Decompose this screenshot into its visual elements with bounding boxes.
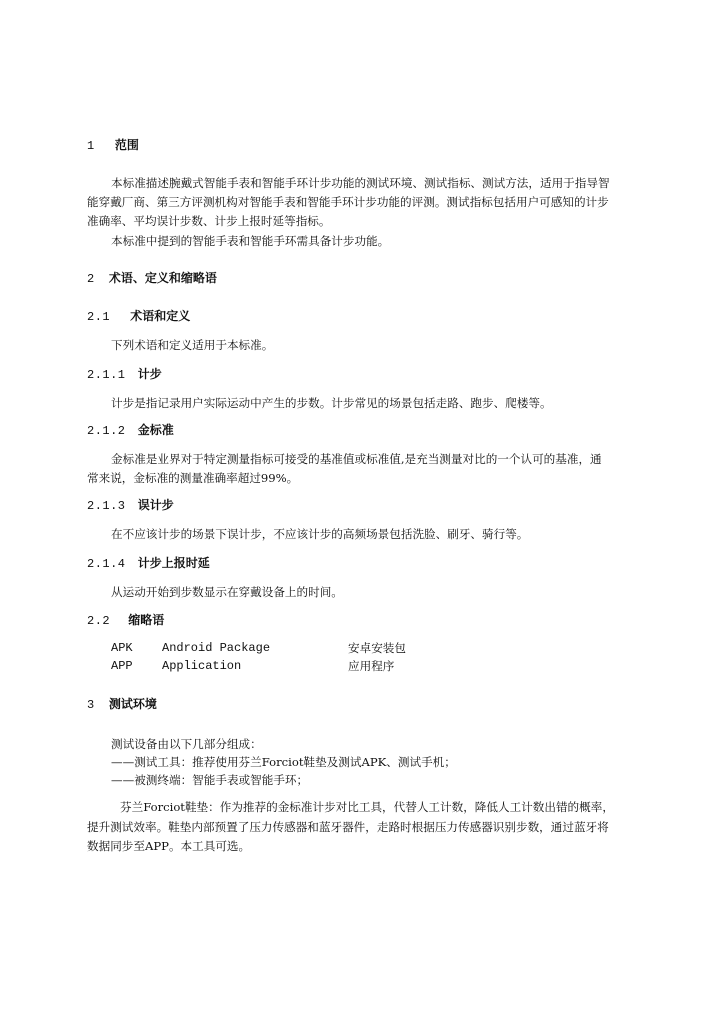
section-title: 术语、定义和缩略语 [108,271,217,285]
section-number: 2.1.2 [87,424,126,438]
paragraph-line: 本标准描述腕戴式智能手表和智能手环计步功能的测试环境、测试指标、测试方法，适用于指导智 [111,176,610,190]
section-number: 1 [87,139,95,153]
abbreviation-abbr: APK [111,641,133,655]
section-2-1-3-heading [87,497,174,514]
section-2-1-2-heading [87,422,174,439]
paragraph-line: 测试设备由以下几部分组成： [111,737,262,751]
section-number: 2.1.3 [87,499,126,513]
paragraph-line: 计步是指记录用户实际运动中产生的步数。计步常见的场景包括走路、跑步、爬楼等。 [111,396,552,410]
paragraph-line: 本标准中提到的智能手表和智能手环需具备计步功能。 [111,234,390,248]
section-number: 2.2 [87,614,111,628]
paragraph-line: 下列术语和定义适用于本标准。 [111,338,274,352]
abbreviation-abbr: APP [111,659,133,673]
section-number: 2.1.4 [87,557,126,571]
section-number: 3 [87,698,95,712]
section-number: 2 [87,272,95,286]
section-2-1-4-heading [87,555,210,572]
section-title: 测试环境 [108,697,157,711]
section-2-heading [87,270,217,287]
paragraph-line: 数据同步至APP。本工具可选。 [87,839,251,853]
paragraph-line: 常来说，金标准的测量准确率超过99%。 [87,471,299,485]
section-2-2-heading [87,612,164,629]
paragraph-line: 提升测试效率。鞋垫内部预置了压力传感器和蓝牙器件，走路时根据压力传感器识别步数，通过蓝牙将 [87,820,609,834]
list-item: ——测试工具：推荐使用芬兰Forciot鞋垫及测试APK、测试手机； [111,755,456,769]
paragraph-line: 准确率、平均误计步数、计步上报时延等指标。 [87,214,331,228]
section-title: 金标准 [137,423,174,437]
abbreviation-cn: 安卓安装包 [348,641,406,655]
section-3-heading [87,696,157,713]
section-2-1-1-heading [87,366,162,383]
section-number: 2.1 [87,310,111,324]
section-number: 2.1.1 [87,368,126,382]
paragraph-line: 在不应该计步的场景下误计步，不应该计步的高频场景包括洗脸、刷牙、骑行等。 [111,527,529,541]
paragraph-line: 从运动开始到步数显示在穿戴设备上的时间。 [111,585,343,599]
section-title: 术语和定义 [130,309,191,323]
section-title: 误计步 [137,498,174,512]
section-title: 范围 [114,138,139,152]
paragraph-line: 能穿戴厂商、第三方评测机构对智能手表和智能手环计步功能的评测。测试指标包括用户可感知的计步 [87,195,609,209]
list-item: ——被测终端：智能手表或智能手环； [111,773,309,787]
paragraph-line: 芬兰Forciot鞋垫：作为推荐的金标准计步对比工具，代替人工计数，降低人工计数出错的概率， [120,800,614,814]
section-title: 计步上报时延 [137,556,210,570]
section-title: 计步 [137,367,162,381]
section-2-1-heading [87,308,190,325]
paragraph-line: 金标准是业界对于特定测量指标可接受的基准值或标准值,是充当测量对比的一个认可的基准，通 [111,452,602,466]
abbreviation-full: Android Package [162,641,271,655]
section-title: 缩略语 [128,613,165,627]
abbreviation-full: Application [162,659,242,673]
abbreviation-cn: 应用程序 [348,659,395,673]
section-1-heading [87,137,139,154]
